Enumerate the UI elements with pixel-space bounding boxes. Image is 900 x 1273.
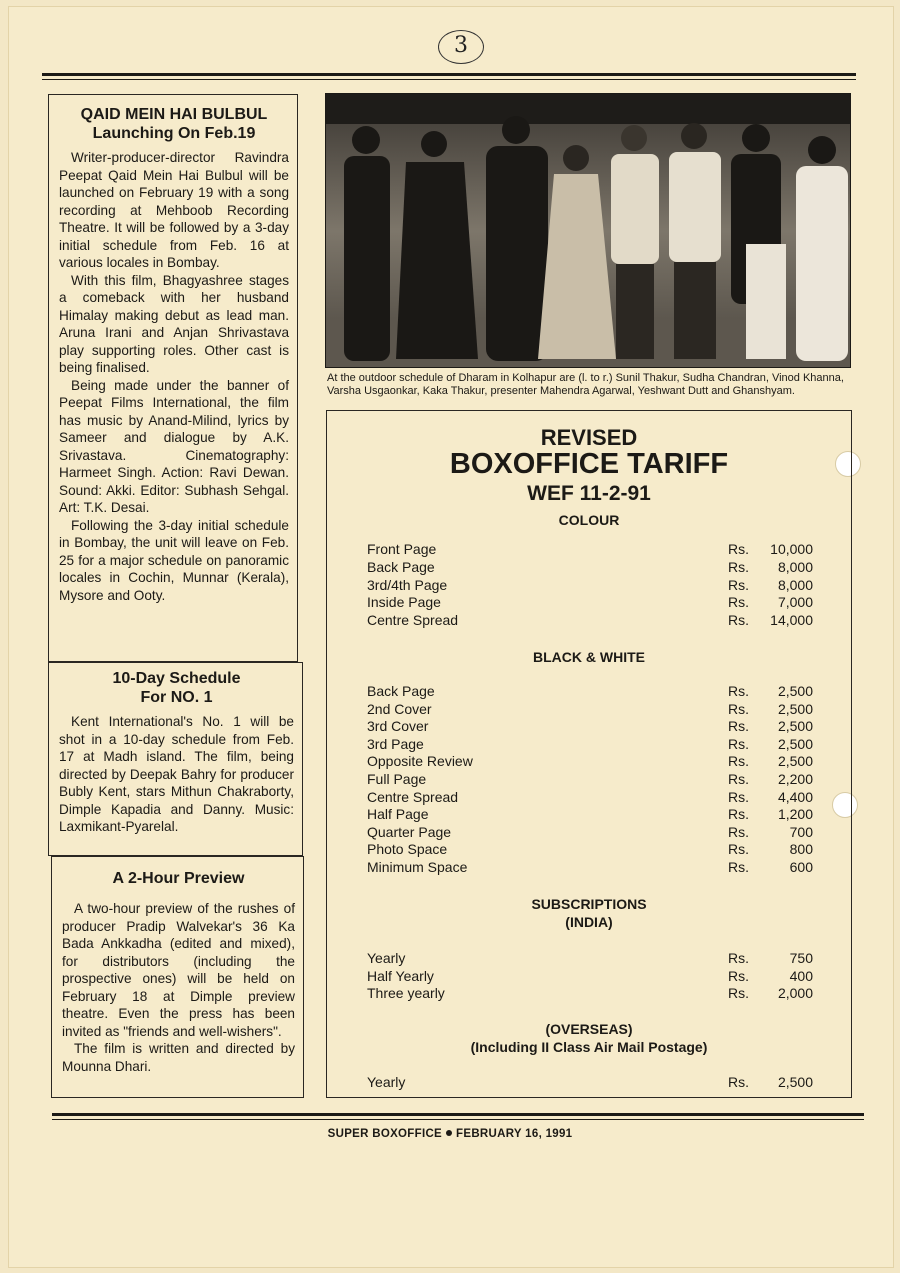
rate-amount: 2,500: [777, 700, 813, 717]
rate-currency: Rs.: [728, 841, 749, 858]
tariff-box: [326, 410, 852, 1098]
top-rule: [42, 73, 856, 76]
bw-rate-row: [367, 753, 813, 771]
section-head-bw: BLACK & WHITE: [533, 649, 645, 665]
colour-rate-row: [367, 577, 813, 595]
rate-label: Photo Space: [367, 841, 448, 858]
bottom-rule-thin: [52, 1119, 864, 1120]
story-title: 10-Day Schedule For NO. 1: [112, 670, 241, 706]
section-head-overseas: (OVERSEAS): [545, 1021, 633, 1037]
rate-label: Half Yearly: [367, 967, 434, 984]
bottom-rule: [52, 1113, 864, 1116]
footer-date: FEBRUARY 16, 1991: [456, 1128, 573, 1140]
story-box-2-hour-preview: [51, 856, 304, 1098]
rate-amount: 2,000: [777, 985, 813, 1002]
section-head-india: (INDIA): [565, 914, 613, 930]
page-footer: [0, 1128, 900, 1140]
story-body: [62, 900, 295, 1075]
story-title: QAID MEIN HAI BULBUL Launching On Feb.19: [80, 106, 268, 142]
story-paragraph: A two-hour preview of the rushes of producer Pradip Walvekar's 36 Ka Bada Ankkadha (edited and mixed), for distributors (including the prospective ones) will be held on February 18 at Dimple preview theatre. Even the press has been invited as "friends and well-wishers".: [62, 901, 295, 1039]
rate-label: Three yearly: [367, 985, 445, 1002]
subscription-rate-row: [367, 985, 813, 1003]
rate-amount: 2,200: [777, 771, 813, 787]
rate-label: Centre Spread: [367, 612, 459, 629]
bw-rate-row: [367, 683, 813, 701]
rate-currency: Rs.: [728, 612, 749, 629]
rate-amount: 14,000: [770, 612, 813, 629]
rate-amount: 4,400: [777, 788, 813, 805]
rate-currency: Rs.: [728, 735, 749, 752]
rate-label: 2nd Cover: [367, 700, 432, 717]
story-paragraph: The film is written and directed by Mounna Dhari.: [62, 1041, 295, 1074]
subscription-rate-row: [367, 950, 813, 968]
rate-amount: 700: [789, 823, 813, 840]
rate-label: Quarter Page: [367, 823, 452, 840]
tariff-title-main: BOXOFFICE TARIFF: [449, 448, 729, 480]
story-paragraph: Following the 3-day initial schedule in Bombay, the unit will leave on Feb. 25 for a major schedule on panoramic locales in Cochin, Munnar (Kerala), Mysore and Ooty.: [59, 517, 289, 603]
rate-currency: Rs.: [728, 823, 749, 840]
bw-rate-row: [367, 771, 813, 789]
tariff-title-wef: WEF 11-2-91: [527, 482, 651, 505]
rate-currency: Rs.: [728, 859, 749, 875]
rate-label: 3rd Page: [367, 735, 424, 752]
rate-amount: 10,000: [770, 541, 813, 557]
rate-currency: Rs.: [728, 753, 749, 770]
overseas-rate-row: [367, 1074, 813, 1092]
colour-rate-row: [367, 559, 813, 577]
rate-amount: 800: [789, 841, 813, 858]
story-paragraph: Writer-producer-director Ravindra Peepat Qaid Mein Hai Bulbul will be launched on February 19 with a song recording at Mehboob Recording Theatre. It will be followed by a 3-day initial schedule from Feb. 16 at various locales in Bombay.: [59, 150, 289, 270]
story-paragraph: With this film, Bhagyashree stages a comeback with her husband Himalay making debut as lead man. Aruna Irani and Anjan Shrivastava play supporting roles. Other cast is being finalised.: [59, 272, 289, 375]
subscription-rate-row: [367, 968, 813, 986]
rate-amount: 2,500: [777, 735, 813, 752]
rate-currency: Rs.: [728, 967, 749, 984]
rate-currency: Rs.: [728, 985, 749, 1002]
rate-currency: Rs.: [728, 718, 749, 735]
section-head-subscriptions: SUBSCRIPTIONS: [531, 896, 647, 912]
rate-currency: Rs.: [728, 576, 749, 593]
rate-currency: Rs.: [728, 541, 749, 557]
rate-amount: 7,000: [777, 594, 813, 611]
rate-label: Full Page: [367, 771, 427, 787]
colour-rate-row: [367, 594, 813, 612]
rate-amount: 1,200: [777, 806, 813, 823]
bw-rate-row: [367, 701, 813, 719]
rate-label: 3rd/4th Page: [367, 576, 448, 593]
rate-label: Opposite Review: [367, 753, 473, 770]
photo-caption: At the outdoor schedule of Dharam in Kolhapur are (l. to r.) Sunil Thakur, Sudha Chandran, Vinod Khanna, Varsha Usgaonkar, Kaka Thakur, presenter Mahendra Agarwal, Yeshwant Dutt and Ghanshyam.: [327, 372, 844, 397]
footer-bullet: [446, 1130, 452, 1136]
bw-rate-row: [367, 859, 813, 877]
story-paragraph: Being made under the banner of Peepat Films International, the film has music by Anand-Milind, lyrics by Sameer and dialogue by A.K. Srivastava. Cinematography: Harmeet Singh. Action: Ravi Dewan. Sound: Akki. Editor: Subhash Sehgal. Art: T.K. Desai.: [59, 377, 289, 515]
rate-amount: 750: [789, 950, 813, 966]
rate-amount: 600: [789, 859, 813, 875]
story-box-qaid-mein-hai-bulbul: [48, 94, 298, 662]
story-paragraph: Kent International's No. 1 will be shot in a 10-day schedule from Feb. 17 at Madh island. The film, being directed by Deepak Bahry for producer Bubly Kent, stars Mithun Chakraborty, Dimple Kapadia and Danny. Music: Laxmikant-Pyarelal.: [59, 714, 294, 834]
rate-currency: Rs.: [728, 594, 749, 611]
story-box-no-1: [48, 662, 303, 856]
rate-label: Half Page: [367, 806, 429, 823]
rate-amount: 8,000: [777, 558, 813, 575]
rate-currency: Rs.: [728, 700, 749, 717]
rate-amount: 2,500: [777, 718, 813, 735]
rate-amount: 400: [789, 967, 813, 984]
section-head-airmail: (Including II Class Air Mail Postage): [470, 1039, 708, 1055]
rate-currency: Rs.: [728, 806, 749, 823]
rate-label: Centre Spread: [367, 788, 459, 805]
footer-publication: SUPER BOXOFFICE: [327, 1128, 443, 1140]
group-photo: [325, 93, 851, 368]
bw-rate-row: [367, 789, 813, 807]
section-head-colour: COLOUR: [558, 512, 620, 528]
bw-rate-row: [367, 806, 813, 824]
rate-label: Yearly: [367, 950, 406, 966]
rate-amount: 8,000: [777, 576, 813, 593]
page-number: 3: [438, 30, 484, 64]
rate-currency: Rs.: [728, 558, 749, 575]
rate-currency: Rs.: [728, 771, 749, 787]
story-title: A 2-Hour Preview: [112, 870, 245, 887]
rate-amount: 2,500: [777, 753, 813, 770]
story-body: [59, 149, 289, 604]
colour-rate-row: [367, 541, 813, 559]
photo-image: [326, 94, 851, 368]
rate-label: Back Page: [367, 683, 435, 699]
rate-currency: Rs.: [728, 683, 749, 699]
colour-rate-row: [367, 612, 813, 630]
rate-label: Front Page: [367, 541, 437, 557]
bw-rate-row: [367, 824, 813, 842]
rate-amount: 2,500: [777, 1074, 813, 1090]
rate-label: 3rd Cover: [367, 718, 429, 735]
bw-rate-row: [367, 736, 813, 754]
rate-currency: Rs.: [728, 1074, 749, 1090]
rate-label: Minimum Space: [367, 859, 468, 875]
rate-currency: Rs.: [728, 950, 749, 966]
tariff-title-revised: REVISED: [540, 425, 638, 450]
bw-rate-row: [367, 841, 813, 859]
rate-label: Back Page: [367, 558, 435, 575]
rate-amount: 2,500: [777, 683, 813, 699]
rate-label: Yearly: [367, 1074, 406, 1090]
top-rule-thin: [42, 79, 856, 80]
bw-rate-row: [367, 718, 813, 736]
rate-label: Inside Page: [367, 594, 441, 611]
story-body: [59, 713, 294, 836]
rate-currency: Rs.: [728, 788, 749, 805]
